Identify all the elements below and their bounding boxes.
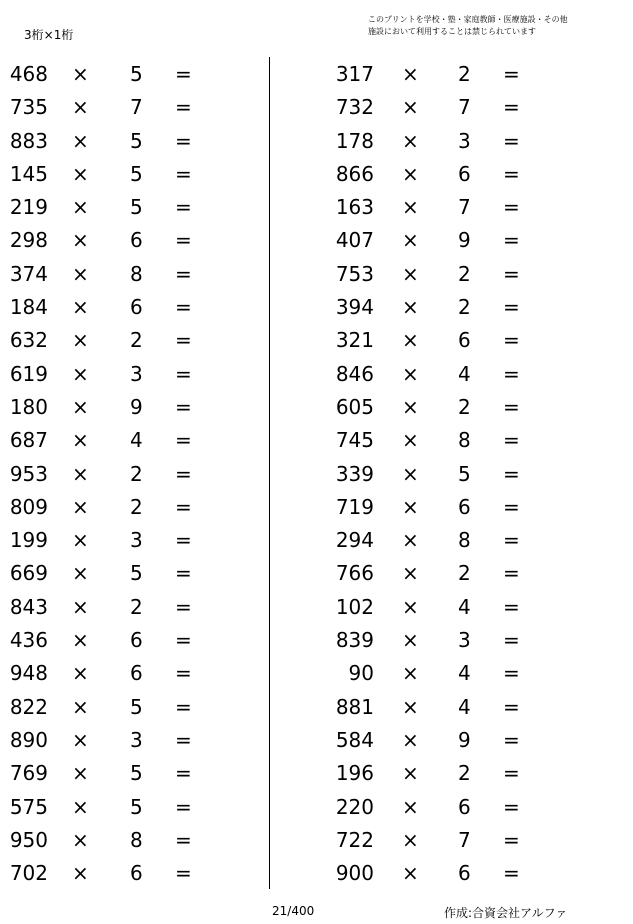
multiplier: 2 — [458, 561, 471, 586]
equals-sign: = — [175, 295, 192, 320]
times-sign: × — [402, 62, 419, 86]
equals-sign: = — [175, 161, 192, 186]
multiplier: 5 — [130, 561, 143, 586]
equals-sign: = — [503, 128, 520, 153]
usage-notice-line: このプリントを学校・塾・家庭教師・医療施設・その他 — [368, 15, 568, 24]
multiplier: 4 — [130, 428, 143, 453]
multiplier: 3 — [458, 128, 471, 153]
problem-row — [0, 857, 240, 890]
equals-sign: = — [503, 528, 520, 553]
times-sign: × — [72, 861, 89, 886]
problem-row — [320, 224, 560, 257]
times-sign: × — [72, 161, 89, 186]
multiplier: 4 — [458, 694, 471, 719]
multiplier: 2 — [130, 328, 143, 353]
problem-row — [320, 391, 560, 424]
equals-sign: = — [175, 228, 192, 253]
times-sign: × — [402, 528, 419, 553]
problem-row — [0, 291, 240, 324]
multiplicand: 890 — [9, 727, 48, 752]
multiplier: 6 — [458, 328, 471, 353]
multiplier: 3 — [130, 727, 143, 752]
equals-sign: = — [503, 594, 520, 619]
equals-sign: = — [175, 394, 192, 419]
problem-row — [0, 524, 240, 557]
multiplicand: 950 — [9, 827, 48, 852]
equals-sign: = — [503, 494, 520, 519]
times-sign: × — [72, 594, 89, 619]
times-sign: × — [72, 295, 89, 320]
equals-sign: = — [175, 261, 192, 286]
problem-row — [0, 258, 240, 291]
multiplicand: 745 — [335, 428, 374, 453]
multiplicand: 163 — [335, 195, 374, 220]
multiplicand: 339 — [335, 461, 374, 486]
problem-row — [320, 58, 560, 91]
multiplier: 5 — [130, 161, 143, 186]
times-sign: × — [72, 761, 89, 786]
times-sign: × — [402, 628, 419, 653]
author-credit: 作成:合資会社アルファ — [444, 906, 568, 920]
multiplier: 8 — [458, 528, 471, 553]
multiplicand: 846 — [335, 361, 374, 386]
multiplier: 2 — [458, 394, 471, 419]
problem-row — [0, 624, 240, 657]
multiplicand: 220 — [335, 794, 374, 819]
problem-row — [0, 391, 240, 424]
equals-sign: = — [175, 827, 192, 852]
multiplier: 4 — [458, 361, 471, 386]
equals-sign: = — [503, 628, 520, 653]
multiplier: 6 — [458, 494, 471, 519]
problem-row — [320, 191, 560, 224]
times-sign: × — [72, 494, 89, 519]
equals-sign: = — [175, 361, 192, 386]
problem-row — [320, 358, 560, 391]
problem-row — [0, 191, 240, 224]
equals-sign: = — [503, 727, 520, 752]
multiplier: 6 — [458, 161, 471, 186]
problem-row — [0, 158, 240, 191]
multiplicand: 90 — [348, 661, 374, 686]
multiplicand: 294 — [335, 528, 374, 553]
multiplicand: 719 — [335, 494, 374, 519]
problem-row — [320, 158, 560, 191]
multiplier: 9 — [130, 394, 143, 419]
equals-sign: = — [503, 694, 520, 719]
times-sign: × — [72, 561, 89, 586]
times-sign: × — [72, 228, 89, 253]
times-sign: × — [72, 95, 89, 120]
times-sign: × — [402, 328, 419, 353]
multiplier: 3 — [458, 628, 471, 653]
equals-sign: = — [503, 328, 520, 353]
usage-notice-line: 施設において利用することは禁じられています — [368, 27, 536, 36]
multiplicand: 178 — [335, 128, 374, 153]
times-sign: × — [402, 228, 419, 253]
times-sign: × — [72, 528, 89, 553]
problem-row — [0, 91, 240, 124]
equals-sign: = — [175, 428, 192, 453]
equals-sign: = — [175, 494, 192, 519]
times-sign: × — [72, 428, 89, 453]
multiplicand: 180 — [9, 394, 48, 419]
equals-sign: = — [503, 461, 520, 486]
multiplicand: 102 — [335, 594, 374, 619]
multiplier: 7 — [458, 827, 471, 852]
multiplicand: 321 — [335, 328, 374, 353]
equals-sign: = — [175, 594, 192, 619]
times-sign: × — [402, 295, 419, 320]
problem-row — [320, 424, 560, 457]
equals-sign: = — [175, 694, 192, 719]
multiplier: 6 — [130, 295, 143, 320]
multiplier: 8 — [130, 261, 143, 286]
problem-row — [0, 224, 240, 257]
times-sign: × — [402, 394, 419, 419]
equals-sign: = — [503, 95, 520, 120]
multiplicand: 632 — [9, 328, 48, 353]
multiplicand: 196 — [335, 761, 374, 786]
problem-row — [320, 624, 560, 657]
times-sign: × — [72, 328, 89, 353]
times-sign: × — [402, 761, 419, 786]
times-sign: × — [72, 361, 89, 386]
problem-row — [0, 358, 240, 391]
problem-row — [0, 491, 240, 524]
equals-sign: = — [175, 861, 192, 886]
multiplier: 5 — [130, 128, 143, 153]
multiplier: 2 — [130, 594, 143, 619]
problem-row — [320, 291, 560, 324]
multiplicand: 822 — [9, 694, 48, 719]
times-sign: × — [72, 261, 89, 286]
problem-row — [320, 91, 560, 124]
problem-row — [0, 657, 240, 690]
problem-row — [0, 591, 240, 624]
multiplier: 5 — [130, 694, 143, 719]
multiplicand: 732 — [335, 95, 374, 120]
times-sign: × — [72, 827, 89, 852]
multiplier: 9 — [458, 727, 471, 752]
equals-sign: = — [503, 361, 520, 386]
times-sign: × — [402, 561, 419, 586]
problem-row — [320, 324, 560, 357]
left-problem-column — [0, 58, 240, 890]
multiplicand: 575 — [9, 794, 48, 819]
equals-sign: = — [175, 95, 192, 120]
times-sign: × — [402, 861, 419, 886]
problem-row — [0, 125, 240, 158]
times-sign: × — [402, 128, 419, 153]
times-sign: × — [72, 694, 89, 719]
equals-sign: = — [175, 761, 192, 786]
equals-sign: = — [503, 761, 520, 786]
multiplicand: 584 — [335, 727, 374, 752]
problem-row — [0, 424, 240, 457]
equals-sign: = — [503, 394, 520, 419]
equals-sign: = — [175, 528, 192, 553]
multiplicand: 735 — [9, 95, 48, 120]
equals-sign: = — [503, 161, 520, 186]
multiplicand: 199 — [9, 528, 48, 553]
problem-row — [320, 691, 560, 724]
column-divider — [269, 57, 270, 889]
problem-row — [0, 458, 240, 491]
problem-row — [320, 557, 560, 590]
equals-sign: = — [175, 794, 192, 819]
multiplicand: 753 — [335, 261, 374, 286]
equals-sign: = — [175, 195, 192, 220]
problem-row — [320, 591, 560, 624]
equals-sign: = — [175, 727, 192, 752]
times-sign: × — [402, 428, 419, 453]
multiplicand: 219 — [9, 195, 48, 220]
multiplicand: 145 — [9, 161, 48, 186]
multiplicand: 883 — [9, 128, 48, 153]
multiplier: 7 — [130, 95, 143, 120]
equals-sign: = — [175, 128, 192, 153]
multiplier: 2 — [458, 761, 471, 786]
multiplier: 3 — [130, 361, 143, 386]
multiplier: 5 — [130, 761, 143, 786]
problem-row — [320, 824, 560, 857]
worksheet-title: 3桁×1桁 — [24, 28, 74, 42]
multiplicand: 702 — [9, 861, 48, 886]
equals-sign: = — [175, 328, 192, 353]
page-number: 21/400 — [272, 904, 315, 918]
problem-row — [320, 491, 560, 524]
problem-row — [0, 557, 240, 590]
equals-sign: = — [175, 461, 192, 486]
multiplicand: 900 — [335, 861, 374, 886]
times-sign: × — [402, 361, 419, 386]
problem-row — [320, 724, 560, 757]
multiplier: 8 — [458, 428, 471, 453]
equals-sign: = — [175, 62, 192, 86]
problem-row — [0, 791, 240, 824]
multiplicand: 619 — [9, 361, 48, 386]
times-sign: × — [402, 694, 419, 719]
times-sign: × — [402, 195, 419, 220]
multiplicand: 881 — [335, 694, 374, 719]
multiplier: 5 — [130, 195, 143, 220]
multiplier: 5 — [458, 461, 471, 486]
multiplicand: 843 — [9, 594, 48, 619]
times-sign: × — [402, 161, 419, 186]
times-sign: × — [72, 794, 89, 819]
multiplicand: 317 — [335, 62, 374, 86]
multiplicand: 374 — [9, 261, 48, 286]
multiplier: 5 — [130, 62, 143, 86]
problem-row — [320, 657, 560, 690]
multiplier: 3 — [130, 528, 143, 553]
multiplier: 2 — [130, 494, 143, 519]
times-sign: × — [72, 628, 89, 653]
multiplier: 2 — [458, 295, 471, 320]
multiplier: 2 — [458, 62, 471, 86]
times-sign: × — [402, 827, 419, 852]
multiplier: 6 — [130, 628, 143, 653]
times-sign: × — [72, 128, 89, 153]
problem-row — [320, 757, 560, 790]
usage-notice — [368, 14, 568, 38]
multiplier: 2 — [458, 261, 471, 286]
multiplicand: 722 — [335, 827, 374, 852]
multiplicand: 953 — [9, 461, 48, 486]
equals-sign: = — [503, 561, 520, 586]
multiplicand: 184 — [9, 295, 48, 320]
multiplicand: 605 — [335, 394, 374, 419]
multiplicand: 839 — [335, 628, 374, 653]
problem-row — [320, 524, 560, 557]
problem-row — [320, 791, 560, 824]
times-sign: × — [72, 661, 89, 686]
equals-sign: = — [503, 228, 520, 253]
multiplier: 6 — [130, 861, 143, 886]
right-problem-column — [320, 58, 560, 890]
multiplier: 2 — [130, 461, 143, 486]
equals-sign: = — [503, 428, 520, 453]
equals-sign: = — [503, 261, 520, 286]
problem-row — [320, 857, 560, 890]
times-sign: × — [72, 195, 89, 220]
multiplier: 8 — [130, 827, 143, 852]
multiplier: 7 — [458, 195, 471, 220]
multiplier: 5 — [130, 794, 143, 819]
times-sign: × — [402, 494, 419, 519]
equals-sign: = — [503, 861, 520, 886]
equals-sign: = — [175, 661, 192, 686]
times-sign: × — [72, 62, 89, 86]
times-sign: × — [72, 727, 89, 752]
times-sign: × — [402, 794, 419, 819]
equals-sign: = — [503, 794, 520, 819]
times-sign: × — [402, 461, 419, 486]
equals-sign: = — [175, 628, 192, 653]
multiplier: 7 — [458, 95, 471, 120]
multiplicand: 687 — [9, 428, 48, 453]
multiplier: 9 — [458, 228, 471, 253]
problem-row — [0, 58, 240, 91]
equals-sign: = — [175, 561, 192, 586]
times-sign: × — [402, 661, 419, 686]
times-sign: × — [402, 594, 419, 619]
equals-sign: = — [503, 295, 520, 320]
equals-sign: = — [503, 62, 520, 86]
multiplier: 6 — [458, 861, 471, 886]
times-sign: × — [402, 727, 419, 752]
multiplicand: 669 — [9, 561, 48, 586]
multiplicand: 809 — [9, 494, 48, 519]
times-sign: × — [72, 394, 89, 419]
multiplicand: 866 — [335, 161, 374, 186]
problem-row — [320, 458, 560, 491]
multiplicand: 436 — [9, 628, 48, 653]
equals-sign: = — [503, 195, 520, 220]
multiplicand: 766 — [335, 561, 374, 586]
problem-row — [0, 724, 240, 757]
multiplicand: 468 — [9, 62, 48, 86]
multiplier: 6 — [130, 228, 143, 253]
multiplier: 4 — [458, 661, 471, 686]
problem-row — [320, 258, 560, 291]
multiplicand: 769 — [9, 761, 48, 786]
problem-row — [320, 125, 560, 158]
multiplier: 6 — [130, 661, 143, 686]
problem-row — [0, 824, 240, 857]
multiplicand: 394 — [335, 295, 374, 320]
multiplicand: 948 — [9, 661, 48, 686]
multiplier: 6 — [458, 794, 471, 819]
problem-row — [0, 324, 240, 357]
multiplicand: 407 — [335, 228, 374, 253]
times-sign: × — [72, 461, 89, 486]
problem-row — [0, 691, 240, 724]
problem-row — [0, 757, 240, 790]
multiplier: 4 — [458, 594, 471, 619]
times-sign: × — [402, 95, 419, 120]
equals-sign: = — [503, 661, 520, 686]
equals-sign: = — [503, 827, 520, 852]
times-sign: × — [402, 261, 419, 286]
multiplicand: 298 — [9, 228, 48, 253]
